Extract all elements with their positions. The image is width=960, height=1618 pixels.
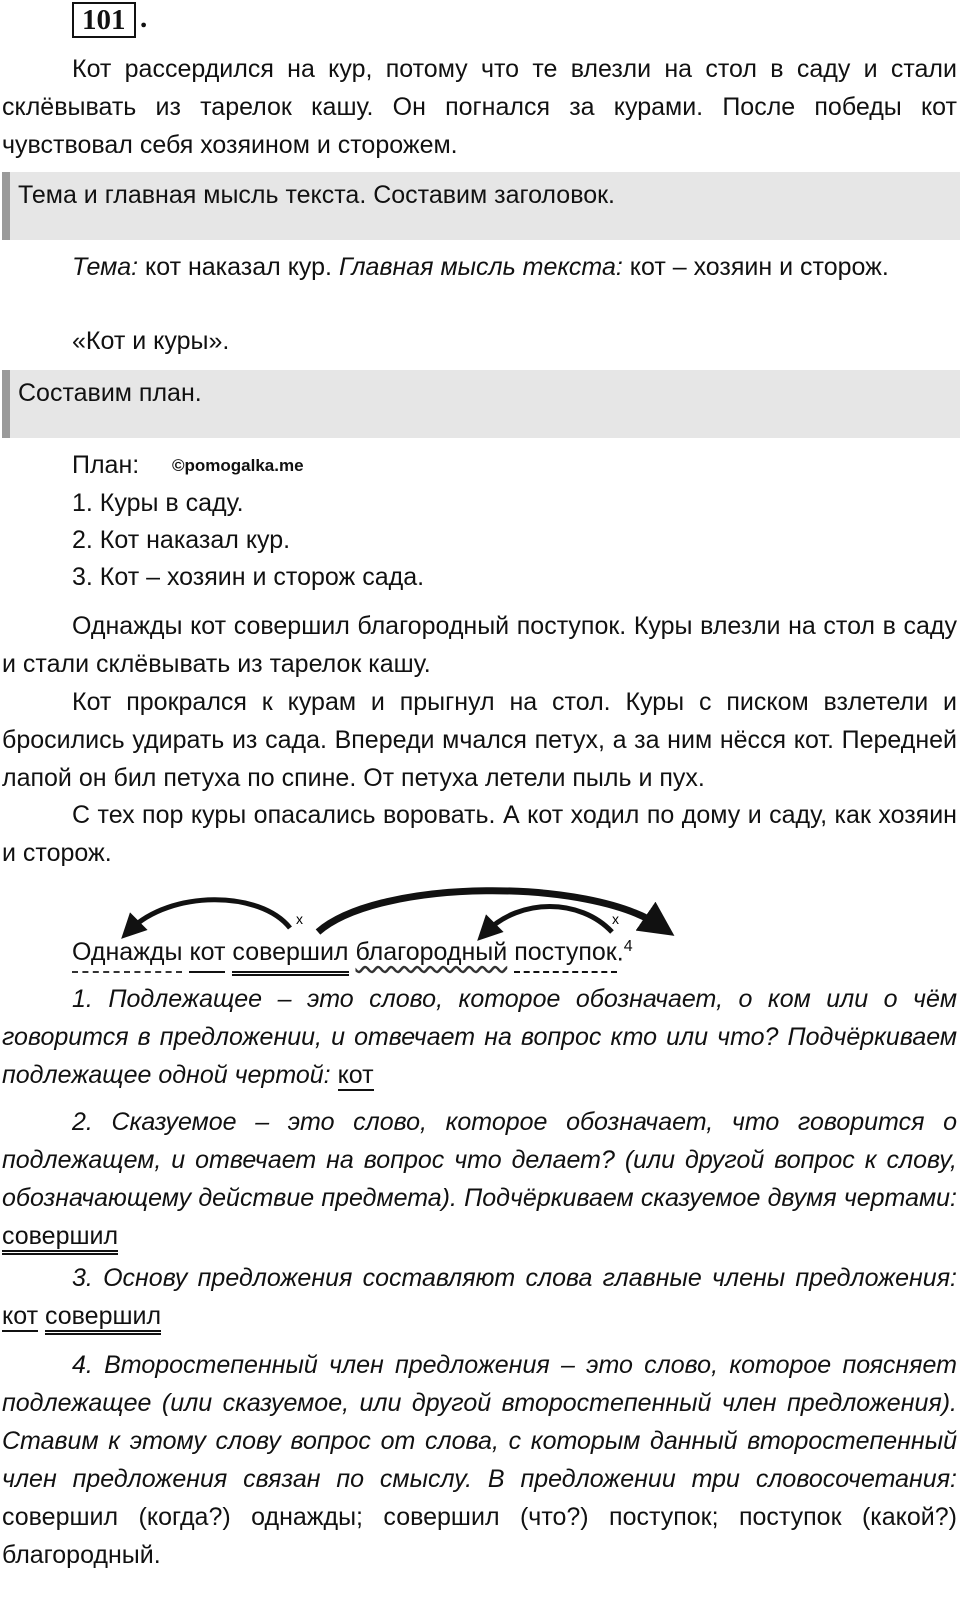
explanation-text: 1. Подлежащее – это слово, которое обозначает, о ком или о чём говорится в предложении, и отвечает на вопрос кто или что? Подчёркиваем подлежащее одной чертой: bbox=[2, 985, 957, 1089]
story-paragraph: Однажды кот совершил благородный поступок. Куры влезли на стол в саду и стали склёвывать из тарелок кашу. bbox=[2, 612, 957, 678]
plan-item: 1. Куры в саду. bbox=[72, 489, 244, 517]
task-number: 101 bbox=[72, 2, 136, 38]
task-box-plan bbox=[2, 370, 960, 438]
theme-paragraph bbox=[2, 248, 957, 286]
word-combinations: совершил (когда?) однажды; совершил (что?) поступок; поступок (какой?) благородный. bbox=[2, 1503, 957, 1569]
answer-basis-subject: кот bbox=[2, 1302, 39, 1330]
explanation-basis bbox=[2, 1259, 957, 1335]
answer-predicate: совершил bbox=[2, 1222, 118, 1255]
sentence-end: . bbox=[616, 938, 624, 967]
plan-item: 3. Кот – хозяин и сторож сада. bbox=[72, 563, 425, 591]
explanation-text: 3. Основу предложения составляют слова главные члены предложения: bbox=[72, 1264, 957, 1292]
mark-x: x bbox=[612, 911, 619, 927]
watermark: ©pomogalka.me bbox=[172, 456, 304, 475]
task-box-theme bbox=[2, 172, 960, 240]
word-postupok: поступок bbox=[514, 933, 617, 973]
word-sovershil-predicate: совершил bbox=[232, 933, 348, 976]
story-paragraph: С тех пор куры опасались воровать. А кот ходил по дому и саду, как хозяин и сторож. bbox=[2, 801, 957, 867]
analysis-sentence bbox=[72, 928, 633, 976]
explanation-secondary bbox=[2, 1346, 957, 1574]
main-idea-text: кот – хозяин и сторож. bbox=[622, 253, 889, 281]
word-blagorodny: благородный bbox=[355, 938, 508, 967]
plan-label: План: bbox=[72, 451, 140, 479]
explanation-text: 4. Второстепенный член предложения – это слово, которое поясняет подлежащее (или сказуемое, или другой второстепенный член предложения). Ставим к этому слову вопрос от слова, с которым данный второстепенный член предложения связан по смыслу. В предложении три словосочетания: bbox=[2, 1351, 957, 1493]
theme-text: кот наказал кур. bbox=[138, 253, 339, 281]
footnote-mark: 4 bbox=[623, 938, 633, 955]
story-paragraph: Кот прокрался к курам и прыгнул на стол. Куры с писком взлетели и бросились удирать из сада. Впереди мчался петух, а за ним нёсся кот. Передней лапой он бил петуха по спине. От петуха летели пыль и пух. bbox=[2, 688, 957, 792]
explanation-text: 2. Сказуемое – это слово, которое обозначает, что говорится о подлежащем, и отвечает на вопрос что делает? (или другой вопрос к слову, обозначающему действие предмета). Подчёркиваем сказуемое двумя чертами: bbox=[2, 1108, 957, 1212]
explanation-predicate bbox=[2, 1103, 957, 1255]
explanation-subject bbox=[2, 980, 957, 1094]
summary-paragraph: Кот рассердился на кур, потому что те влезли на стол в саду и стали склёвывать из тарелок кашу. Он погнался за курами. После победы кот чувствовал себя хозяином и сторожем. bbox=[2, 55, 957, 159]
task-box-theme-text: Тема и главная мысль текста. Составим заголовок. bbox=[18, 181, 615, 209]
word-odnazhdy: Однажды bbox=[72, 933, 182, 973]
word-kot-subject: кот bbox=[189, 933, 225, 973]
plan-item: 2. Кот наказал кур. bbox=[72, 526, 291, 554]
task-number-dot: . bbox=[140, 2, 148, 34]
arrow-sovershil-to-odnazhdy bbox=[130, 900, 290, 930]
theme-label: Тема: bbox=[72, 253, 139, 281]
answer-basis-predicate: совершил bbox=[45, 1302, 161, 1335]
text-title: «Кот и куры». bbox=[72, 327, 230, 355]
mark-x: x bbox=[296, 911, 303, 927]
answer-subject: кот bbox=[337, 1061, 374, 1089]
main-idea-label: Главная мысль текста: bbox=[338, 253, 623, 281]
task-box-plan-text: Составим план. bbox=[18, 379, 202, 407]
